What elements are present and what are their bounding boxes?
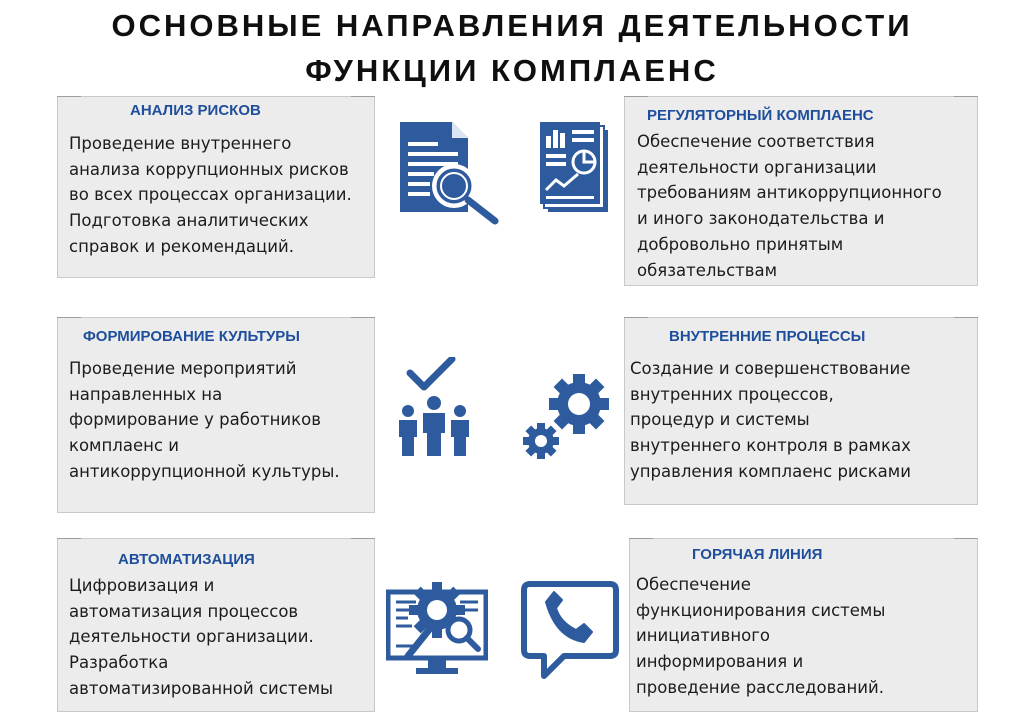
card-text: Создание и совершенствование внутренних процессов, процедур и системы внутреннего контроля в рамках управления комплаенс рисками [630,359,911,481]
card-heading: ФОРМИРОВАНИЕ КУЛЬТУРЫ [83,328,300,345]
card-regulatory-compliance [624,96,978,286]
card-culture [57,317,375,513]
card-heading: ВНУТРЕННИЕ ПРОЦЕССЫ [669,328,866,345]
card-text: Обеспечение функционирования системы инициативного информирования и проведение расследований. [636,575,886,697]
card-automation [57,538,375,712]
card-text: Проведение мероприятий направленных на формирование у работников комплаенс и антикоррупционной культуры. [69,359,340,481]
card-heading: ГОРЯЧАЯ ЛИНИЯ [692,546,823,563]
card-text: Проведение внутреннего анализа коррупционных рисков во всех процессах организации. Подготовка аналитических справок и рекомендаций. [69,134,352,256]
card-risk-analysis [57,96,375,278]
card-heading: АНАЛИЗ РИСКОВ [130,102,261,119]
team-check-icon [396,357,472,457]
gears-icon [522,374,614,464]
report-charts-icon [538,120,612,216]
page-title-line-1: ОСНОВНЫЕ НАПРАВЛЕНИЯ ДЕЯТЕЛЬНОСТИ [111,8,913,43]
card-heading: РЕГУЛЯТОРНЫЙ КОМПЛАЕНС [647,107,874,124]
card-internal-processes [624,317,978,505]
computer-settings-icon [386,580,488,676]
card-text: Цифровизация и автоматизация процессов деятельности организации. Разработка автоматизированной системы [69,576,334,698]
card-hotline [629,538,978,712]
document-search-icon [398,120,502,226]
card-heading: АВТОМАТИЗАЦИЯ [118,551,255,568]
page-title-line-2: ФУНКЦИИ КОМПЛАЕНС [305,53,719,88]
phone-chat-icon [520,578,620,682]
card-text: Обеспечение соответствия деятельности организации требованиям антикоррупционного и иного законодательства и добровольно принятым обязательствам [637,132,942,280]
